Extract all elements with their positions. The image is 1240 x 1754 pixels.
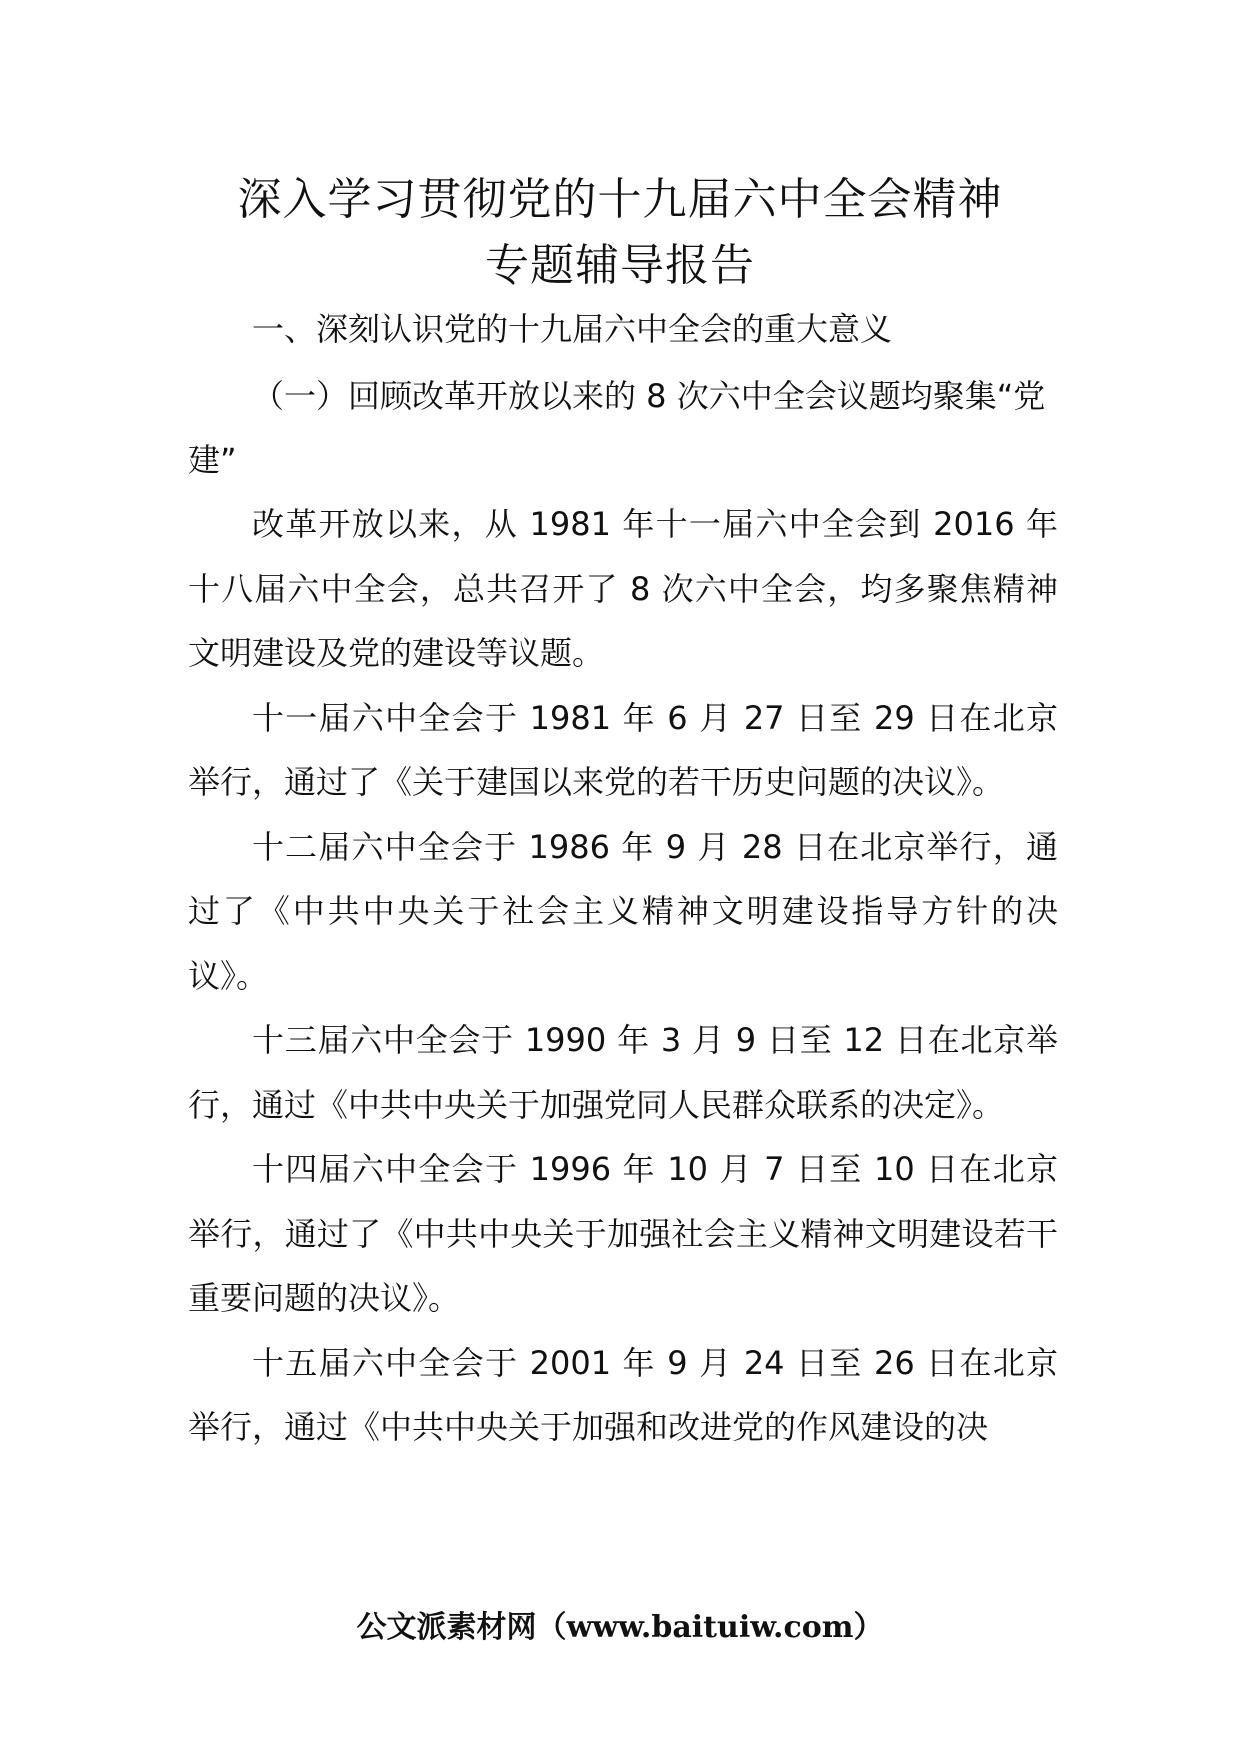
- document-title-line1: 深入学习贯彻党的十九届六中全会精神: [237, 174, 1003, 225]
- paragraph: 十三届六中全会于 1990 年 3 月 9 日至 12 日在北京举行，通过《中共中央关于加强党同人民群众联系的决定》。: [188, 1021, 1058, 1124]
- paragraph: 十四届六中全会于 1996 年 10 月 7 日至 10 日在北京举行，通过了《中共中央关于加强社会主义精神文明建设若干重要问题的决议》。: [188, 1150, 1058, 1317]
- paragraph: 十五届六中全会于 2001 年 9 月 24 日至 26 日在北京举行，通过《中共中央关于加强和改进党的作风建设的决: [188, 1343, 1058, 1446]
- subsection-heading: （一）回顾改革开放以来的 8 次六中全会议题均聚集“党建”: [188, 377, 1046, 479]
- section-heading: 一、深刻认识党的十九届六中全会的重大意义: [252, 310, 893, 348]
- footer-watermark: 公文派素材网（www.baituiw.com）: [356, 1610, 884, 1645]
- document-body: [188, 297, 1058, 1460]
- document-title-line2: 专题辅导报告: [485, 240, 755, 291]
- paragraph: 十一届六中全会于 1981 年 6 月 27 日至 29 日在北京举行，通过了《关于建国以来党的若干历史问题的决议》。: [188, 698, 1058, 801]
- paragraph: 改革开放以来，从 1981 年十一届六中全会到 2016 年十八届六中全会，总共召开了 8 次六中全会，均多聚焦精神文明建设及党的建设等议题。: [188, 505, 1058, 672]
- paragraph: 十二届六中全会于 1986 年 9 月 28 日在北京举行，通过了《中共中央关于社会主义精神文明建设指导方针的决议》。: [188, 827, 1058, 995]
